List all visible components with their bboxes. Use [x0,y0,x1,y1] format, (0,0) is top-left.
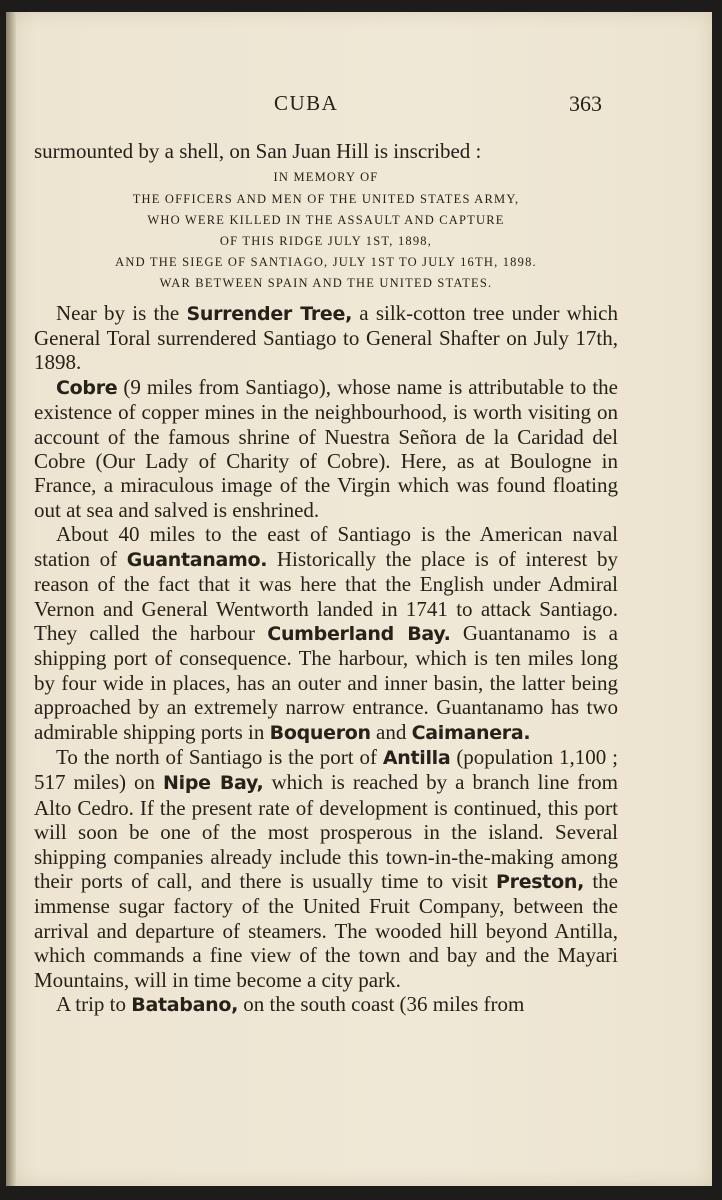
page-gutter [6,12,16,1186]
place-name-batabano: Batabano, [131,994,238,1016]
place-name-cobre: Cobre [56,376,118,399]
text-run: To the north of Santiago is the port of [56,744,383,769]
body-text [34,139,618,1017]
text-run: A trip to [56,992,132,1016]
place-name-surrender-tree: Surrender Tree, [186,302,353,325]
inscription-line: AND THE SIEGE OF SANTIAGO, JULY 1ST TO JULY 16TH, 1898. [115,255,537,270]
running-head: CUBA [274,91,339,115]
paragraph-guantanamo [34,522,618,745]
paragraph-surrender-tree [34,301,618,375]
text-run: and [370,719,412,744]
place-name-antilla: Antilla [382,746,451,769]
text-run: the immense sugar factory of the United Fruit Company, between the arrival and departure of steamers. The wooded hill beyond Antilla, which commands a fine view of the town and bay and the Mayari Mountains, will in time become a city park. [34,868,618,992]
page-header [6,91,712,131]
inscription-line: THE OFFICERS AND MEN OF THE UNITED STATES ARMY, [132,191,520,206]
inscription-block [34,167,618,294]
paragraph-batabano [34,992,618,1017]
text-run: which is reached by a branch line from Alto Cedro. If the present rate of development is continued, this port will soon be one of the most prosperous in the island. Several shipping companies already include this town-in-the-making among their ports of call, and there is usually time to visit [34,770,618,893]
place-name-boqueron: Boqueron [269,721,371,744]
page-number: 363 [569,91,602,116]
text-run: Near by is the [56,300,187,325]
text-run: on the south coast (36 miles from [238,992,525,1016]
text-run: a silk-cotton tree under which General Toral surrendered Santiago to General Shafter on July 17th, 1898. [34,300,619,375]
text-run: About 40 miles to the east of Santiago is the American naval station of [34,522,618,571]
text-run: (population 1,100 ; 517 miles) on [34,744,618,795]
inscription-line: OF THIS RIDGE JULY 1ST, 1898, [219,234,433,249]
inscription-line: IN MEMORY OF [273,170,379,185]
place-name-preston: Preston, [496,870,584,893]
book-page [6,12,712,1186]
place-name-nipe-bay: Nipe Bay, [163,772,264,795]
text-run: (9 miles from Santiago), whose name is attributable to the existence of copper mines in the neighbourhood, is worth visiting on account of the famous shrine of Nuestra Señora de la Caridad del Cobre (Our Lady of Charity of Cobre). Here, as at Boulogne in France, a miraculous image of the Virgin which was found floating out at sea and salved is enshrined. [34,374,618,522]
paragraph-antilla [34,745,618,992]
place-name-guantanamo: Guantanamo. [126,548,268,571]
text-run: Historically the place is of interest by reason of the fact that it was here that the English under Admiral Vernon and General Wentworth landed in 1741 to attack Santiago. They called the harbour [34,546,618,645]
text-run: Guantanamo is a shipping port of consequence. The harbour, which is ten miles long by four wide in places, has an outer and inner basin, the latter being approached by an extremely narrow entrance. Guantanamo has two admirable shipping ports in [34,620,619,744]
inscription-line: WHO WERE KILLED IN THE ASSAULT AND CAPTURE [147,212,505,227]
place-name-cumberland-bay: Cumberland Bay. [267,622,451,645]
intro-line: surmounted by a shell, on San Juan Hill is inscribed : [34,139,482,163]
place-name-caimanera: Caimanera. [411,721,531,744]
inscription-line: WAR BETWEEN SPAIN AND THE UNITED STATES. [159,276,493,291]
paragraph-cobre [34,375,618,522]
